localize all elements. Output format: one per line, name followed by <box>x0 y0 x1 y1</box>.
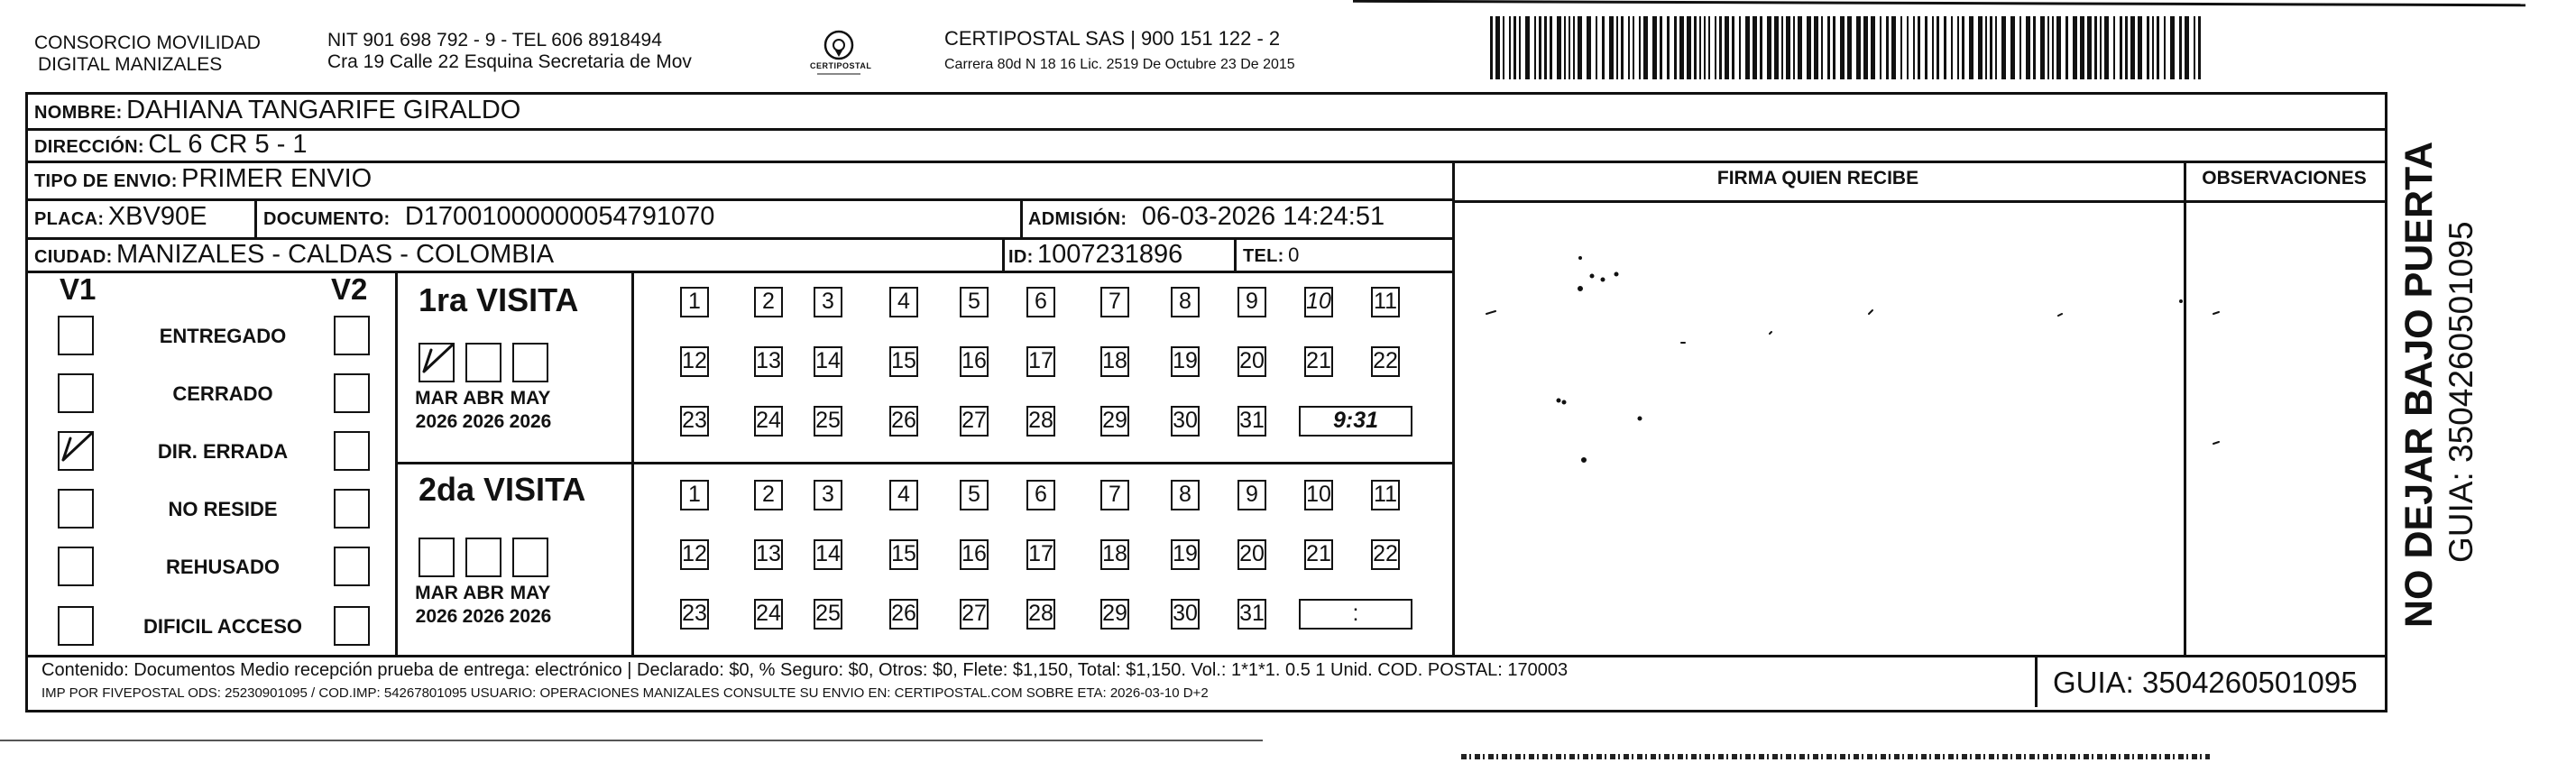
status-label: NO RESIDE <box>168 498 278 520</box>
day-box[interactable]: 30 <box>1171 599 1200 630</box>
id-row <box>1008 240 1182 270</box>
day-box[interactable]: 19 <box>1171 346 1200 377</box>
barcode-bar <box>1781 16 1783 79</box>
day-box[interactable]: 10 <box>1304 480 1333 510</box>
barcode-bar <box>1814 16 1818 79</box>
barcode-bar <box>1719 16 1722 79</box>
footer-imp-line: IMP POR FIVEPOSTAL ODS: 25230901095 / COD.IMP: 54267801095 USUARIO: OPERACIONES MANIZALES CONSULTE SU ENVIO EN: CERTIPOSTAL.COM SOBRE ETA: 2026-03-10 D+2 <box>41 685 1209 701</box>
barcode-bar <box>1694 16 1697 79</box>
sender-name-line-1: CONSORCIO MOVILIDAD <box>34 32 261 53</box>
barcode-bar <box>1990 16 1992 79</box>
barcode-bar <box>1962 16 1964 79</box>
sender-name-line-2: DIGITAL MANIZALES <box>38 54 223 75</box>
day-box[interactable]: 3 <box>814 287 842 317</box>
placa-label: PLACA: <box>34 209 105 229</box>
barcode-bar <box>1944 16 1946 79</box>
barcode-bar <box>1925 16 1927 79</box>
barcode-bar <box>1978 16 1983 79</box>
barcode-bar <box>1907 16 1909 79</box>
day-box[interactable]: 9 <box>1237 287 1266 317</box>
day-box[interactable]: 18 <box>1100 539 1129 570</box>
day-box[interactable]: 28 <box>1026 406 1055 437</box>
direccion-label: DIRECCIÓN: <box>34 137 144 157</box>
certipostal-logo <box>810 27 872 81</box>
v2-checkbox[interactable] <box>334 373 370 413</box>
barcode-bar <box>1704 16 1706 79</box>
v2-checkbox[interactable] <box>334 606 370 646</box>
month-checkbox[interactable] <box>419 538 455 577</box>
barcode-bar <box>1490 16 1493 79</box>
barcode-bar <box>1544 16 1547 79</box>
month-label: MAR <box>415 583 458 603</box>
barcode-bar <box>2056 16 2061 79</box>
barcode-bar <box>2120 16 2122 79</box>
barcode-bar <box>1856 16 1861 79</box>
v2-header: V2 <box>331 272 368 306</box>
check-mark-icon <box>417 341 456 381</box>
carrier-address: Carrera 80d N 18 16 Lic. 2519 De Octubre 23 De 2015 <box>944 57 1295 72</box>
barcode-bar <box>1503 16 1504 79</box>
day-box[interactable]: 3 <box>814 480 842 510</box>
barcode-bar <box>2152 16 2154 79</box>
sender-info <box>327 30 692 73</box>
day-box[interactable]: 24 <box>754 599 783 630</box>
sender-address: Cra 19 Calle 22 Esquina Secretaria de Mov <box>327 51 692 72</box>
v1-checkbox[interactable] <box>58 489 94 529</box>
status-label: CERRADO <box>172 382 273 405</box>
year-label: 2026 <box>509 606 552 627</box>
day-box[interactable]: 22 <box>1371 346 1400 377</box>
day-box[interactable]: 18 <box>1100 346 1129 377</box>
barcode-bar <box>1587 16 1591 79</box>
barcode-bar <box>2138 16 2142 79</box>
time-box[interactable]: : <box>1299 599 1412 630</box>
day-box[interactable]: 17 <box>1026 539 1055 570</box>
v2-checkbox[interactable] <box>334 547 370 586</box>
day-box[interactable]: 16 <box>960 346 989 377</box>
barcode-bar <box>1628 16 1630 79</box>
day-box[interactable]: 29 <box>1100 599 1129 630</box>
barcode-bar <box>1871 16 1875 79</box>
barcode-bar <box>1827 16 1830 79</box>
tel-value: 0 <box>1288 244 1300 266</box>
day-box[interactable]: 26 <box>889 599 918 630</box>
tipo-envio-label: TIPO DE ENVIO: <box>34 171 178 191</box>
barcode-bar <box>1652 16 1657 79</box>
day-box[interactable]: 31 <box>1237 599 1266 630</box>
id-value: 1007231896 <box>1037 240 1183 269</box>
day-box[interactable]: 27 <box>960 406 989 437</box>
status-label: DIR. ERRADA <box>157 440 289 463</box>
day-box[interactable]: 12 <box>680 346 709 377</box>
row-divider <box>25 161 2385 163</box>
ciudad-value: MANIZALES - CALDAS - COLOMBIA <box>116 240 555 269</box>
month-checkbox[interactable] <box>512 538 548 577</box>
logo-caption: CERTIPOSTAL <box>810 61 872 70</box>
barcode-bar <box>2164 16 2166 79</box>
nombre-label: NOMBRE: <box>34 103 123 123</box>
admision-label: ADMISIÓN: <box>1028 209 1127 229</box>
barcode-bar <box>1639 16 1641 79</box>
v1-checkbox[interactable] <box>58 547 94 586</box>
day-box[interactable]: 4 <box>889 287 918 317</box>
barcode-bar <box>1880 16 1881 79</box>
day-box[interactable]: 5 <box>960 287 989 317</box>
barcode-bar <box>1495 16 1500 79</box>
day-box[interactable]: 21 <box>1304 539 1333 570</box>
row-divider <box>25 198 1452 201</box>
barcode-bar <box>2052 16 2054 79</box>
day-box[interactable]: 2 <box>754 287 783 317</box>
day-box[interactable]: 30 <box>1171 406 1200 437</box>
ciudad-label: CIUDAD: <box>34 247 113 267</box>
barcode-bar <box>2170 16 2175 79</box>
day-box[interactable]: 13 <box>754 539 783 570</box>
barcode-bar <box>1913 16 1915 79</box>
day-box[interactable]: 25 <box>814 599 842 630</box>
v1-header: V1 <box>60 272 97 306</box>
bottom-edge-barcode <box>1461 754 2210 759</box>
day-box[interactable]: 6 <box>1026 287 1055 317</box>
form-top-edge <box>1353 0 2525 6</box>
time-box[interactable]: 9:31 <box>1299 406 1412 437</box>
month-label: MAR <box>415 388 458 409</box>
barcode-bar <box>1957 16 1959 79</box>
barcode-bar <box>2040 16 2045 79</box>
v1-checkbox[interactable] <box>58 431 94 471</box>
day-box[interactable]: 1 <box>680 287 709 317</box>
barcode-bar <box>1699 16 1701 79</box>
barcode-bar <box>2157 16 2159 79</box>
signature-area[interactable] <box>1454 202 2383 653</box>
barcode-bar <box>2198 16 2201 79</box>
day-box[interactable]: 11 <box>1371 287 1400 317</box>
barcode-bar <box>2026 16 2030 79</box>
barcode-bar <box>2080 16 2084 79</box>
ciudad-row <box>34 240 554 270</box>
month-label: ABR <box>463 388 504 409</box>
barcode-bar <box>1900 16 1902 79</box>
barcode-bar <box>1753 16 1757 79</box>
barcode-bar <box>1616 16 1618 79</box>
barcode-bar <box>1847 16 1852 79</box>
day-box[interactable]: 15 <box>889 346 918 377</box>
day-box[interactable]: 7 <box>1100 287 1129 317</box>
barcode-bar <box>1760 16 1762 79</box>
footer-contenido: Contenido: Documentos Medio recepción prueba de entrega: electrónico | Declarado: $0, % Seguro: $0, Otros: $0, Flete: $1,150, Total: $1,150. Vol.: 1*1*1. 0.5 1 Unid. COD. POSTAL: 170003 <box>41 660 1569 680</box>
day-box[interactable]: 28 <box>1026 599 1055 630</box>
day-box[interactable]: 27 <box>960 599 989 630</box>
year-label: 2026 <box>462 606 505 627</box>
day-box[interactable]: 19 <box>1171 539 1200 570</box>
v2-checkbox[interactable] <box>334 431 370 471</box>
admision-value: 06-03-2026 14:24:51 <box>1141 202 1385 231</box>
placa-value: XBV90E <box>107 202 207 231</box>
direccion-row <box>34 130 308 160</box>
month-label: ABR <box>463 583 504 603</box>
row-divider <box>25 128 2385 131</box>
observaciones-header: OBSERVACIONES <box>2202 168 2367 188</box>
barcode-bar <box>1918 16 1920 79</box>
barcode-bar <box>1679 16 1684 79</box>
side-warning: NO DEJAR BAJO PUERTA <box>2397 141 2441 628</box>
day-box[interactable]: 5 <box>960 480 989 510</box>
day-box[interactable]: 7 <box>1100 480 1129 510</box>
day-box[interactable]: 8 <box>1171 480 1200 510</box>
day-box[interactable]: 1 <box>680 480 709 510</box>
barcode-bar <box>1660 16 1662 79</box>
row-divider <box>25 271 1452 273</box>
documento-value: D17001000000054791070 <box>404 202 715 231</box>
barcode-bar <box>2065 16 2068 79</box>
barcode-bar <box>1821 16 1823 79</box>
barcode-bar <box>1739 16 1741 79</box>
day-box[interactable]: 8 <box>1171 287 1200 317</box>
barcode-bar <box>2047 16 2049 79</box>
v1-checkbox[interactable] <box>58 373 94 413</box>
tel-label: TEL: <box>1243 246 1284 266</box>
footer-guia: GUIA: 3504260501095 <box>2053 666 2358 699</box>
day-box[interactable]: 23 <box>680 406 709 437</box>
day-box[interactable]: 29 <box>1100 406 1129 437</box>
barcode-bar <box>2104 16 2109 79</box>
barcode-bar <box>2130 16 2135 79</box>
day-box[interactable]: 9 <box>1237 480 1266 510</box>
tipo-envio-value: PRIMER ENVIO <box>181 164 373 193</box>
barcode-bar <box>2010 16 2015 79</box>
barcode-bar <box>1550 16 1552 79</box>
firma-header: FIRMA QUIEN RECIBE <box>1716 168 1919 188</box>
col-divider <box>2035 655 2038 707</box>
barcode-bar <box>2033 16 2036 79</box>
barcode-bar <box>1995 16 1997 79</box>
day-box[interactable]: 2 <box>754 480 783 510</box>
v2-checkbox[interactable] <box>334 316 370 355</box>
barcode-bar <box>1513 16 1516 79</box>
first-visit-title: 1ra VISITA <box>419 281 579 318</box>
day-box[interactable]: 16 <box>960 539 989 570</box>
barcode-bar <box>1715 16 1716 79</box>
day-box[interactable]: 25 <box>814 406 842 437</box>
barcode-bar <box>1569 16 1570 79</box>
barcode-bar <box>1774 16 1779 79</box>
barcode-bar <box>1932 16 1934 79</box>
sender-name <box>34 32 261 76</box>
placa-row <box>34 202 207 232</box>
barcode-bar <box>1886 16 1889 79</box>
status-label: ENTREGADO <box>159 325 287 347</box>
barcode-bar <box>2147 16 2149 79</box>
month-label: MAY <box>510 583 551 603</box>
col-divider <box>1002 237 1005 271</box>
barcode-bar <box>2125 16 2128 79</box>
barcode-bar <box>1578 16 1582 79</box>
day-box[interactable]: 21 <box>1304 346 1333 377</box>
barcode-bar <box>2179 16 2182 79</box>
status-label: DIFICIL ACCESO <box>143 615 302 638</box>
barcode-bar <box>1557 16 1561 79</box>
barcode-bar <box>1786 16 1790 79</box>
day-box[interactable]: 20 <box>1237 539 1266 570</box>
barcode-bar <box>1687 16 1691 79</box>
barcode-bar <box>1708 16 1710 79</box>
barcode-bar <box>1564 16 1566 79</box>
tel-row <box>1243 244 1300 267</box>
barcode-bar <box>1767 16 1771 79</box>
barcode-bar <box>1573 16 1575 79</box>
barcode-bar <box>1674 16 1677 79</box>
barcode-bar <box>1725 16 1729 79</box>
documento-label: DOCUMENTO: <box>263 209 391 229</box>
barcode-bar <box>1863 16 1868 79</box>
day-box[interactable]: 11 <box>1371 480 1400 510</box>
day-box[interactable]: 17 <box>1026 346 1055 377</box>
admision-row <box>1028 202 1385 232</box>
barcode-bar <box>2094 16 2097 79</box>
day-box[interactable]: 14 <box>814 346 842 377</box>
visit-divider <box>395 462 1452 464</box>
day-box[interactable]: 13 <box>754 346 783 377</box>
year-label: 2026 <box>509 411 552 432</box>
day-box[interactable]: 23 <box>680 599 709 630</box>
barcode-bar <box>1643 16 1648 79</box>
year-label: 2026 <box>415 606 458 627</box>
nombre-row <box>34 96 520 125</box>
day-box[interactable]: 20 <box>1237 346 1266 377</box>
barcode-bar <box>2194 16 2195 79</box>
barcode-bar <box>1609 16 1614 79</box>
barcode-bar <box>1798 16 1802 79</box>
v1-checkbox[interactable] <box>58 316 94 355</box>
day-box[interactable]: 10 <box>1304 287 1333 317</box>
certipostal-logo-icon <box>812 27 866 81</box>
documento-row <box>263 202 714 232</box>
day-box[interactable]: 6 <box>1026 480 1055 510</box>
day-box[interactable]: 22 <box>1371 539 1400 570</box>
status-label: REHUSADO <box>166 556 280 578</box>
barcode-bar <box>1833 16 1835 79</box>
sender-nit: NIT 901 698 792 - 9 - TEL 606 8918494 <box>327 30 662 51</box>
v2-checkbox[interactable] <box>334 489 370 529</box>
day-box[interactable]: 31 <box>1237 406 1266 437</box>
month-checkbox[interactable] <box>465 538 501 577</box>
day-box[interactable]: 24 <box>754 406 783 437</box>
footer-divider <box>25 655 2385 657</box>
carrier-line: CERTIPOSTAL SAS | 900 151 122 - 2 <box>944 27 1281 50</box>
barcode-bar <box>1732 16 1734 79</box>
month-checkbox[interactable] <box>465 343 501 382</box>
barcode-bar <box>1621 16 1624 79</box>
barcode-bar <box>1525 16 1530 79</box>
tipo-envio-row <box>34 164 372 194</box>
col-divider <box>254 198 257 237</box>
barcode-bar <box>1539 16 1541 79</box>
barcode-bar <box>1793 16 1795 79</box>
month-label: MAY <box>510 388 551 409</box>
barcode-bar <box>1602 16 1605 79</box>
col-divider <box>1234 237 1237 271</box>
barcode <box>1486 16 2208 83</box>
barcode-bar <box>1840 16 1845 79</box>
direccion-value: CL 6 CR 5 - 1 <box>148 130 308 159</box>
col-divider <box>631 271 634 655</box>
day-box[interactable]: 14 <box>814 539 842 570</box>
barcode-bar <box>1891 16 1896 79</box>
day-box[interactable]: 15 <box>889 539 918 570</box>
barcode-bar <box>2100 16 2102 79</box>
barcode-bar <box>1667 16 1670 79</box>
month-checkbox[interactable] <box>512 343 548 382</box>
bottom-edge-line <box>0 740 1263 741</box>
barcode-bar <box>2185 16 2189 79</box>
barcode-bar <box>2073 16 2077 79</box>
nombre-value: DAHIANA TANGARIFE GIRALDO <box>126 96 521 124</box>
year-label: 2026 <box>415 411 458 432</box>
year-label: 2026 <box>462 411 505 432</box>
barcode-bar <box>1969 16 1973 79</box>
barcode-bar <box>1633 16 1634 79</box>
day-box[interactable]: 12 <box>680 539 709 570</box>
col-divider <box>1020 198 1023 237</box>
barcode-bar <box>1596 16 1597 79</box>
id-label: ID: <box>1008 247 1034 267</box>
day-box[interactable]: 26 <box>889 406 918 437</box>
barcode-bar <box>2019 16 2021 79</box>
v1-checkbox[interactable] <box>58 606 94 646</box>
barcode-bar <box>2001 16 2006 79</box>
barcode-bar <box>2087 16 2092 79</box>
barcode-bar <box>1509 16 1511 79</box>
check-mark-icon <box>56 429 96 469</box>
barcode-bar <box>2113 16 2115 79</box>
barcode-bar <box>1951 16 1953 79</box>
side-guia: GUIA: 3504260501095 <box>2443 221 2479 563</box>
barcode-bar <box>1745 16 1750 79</box>
day-box[interactable]: 4 <box>889 480 918 510</box>
barcode-bar <box>1534 16 1536 79</box>
barcode-bar <box>1937 16 1939 79</box>
barcode-bar <box>1519 16 1521 79</box>
col-divider <box>395 271 398 655</box>
month-checkbox[interactable] <box>419 343 455 382</box>
barcode-bar <box>1985 16 1987 79</box>
barcode-bar <box>1807 16 1811 79</box>
second-visit-title: 2da VISITA <box>419 471 586 508</box>
